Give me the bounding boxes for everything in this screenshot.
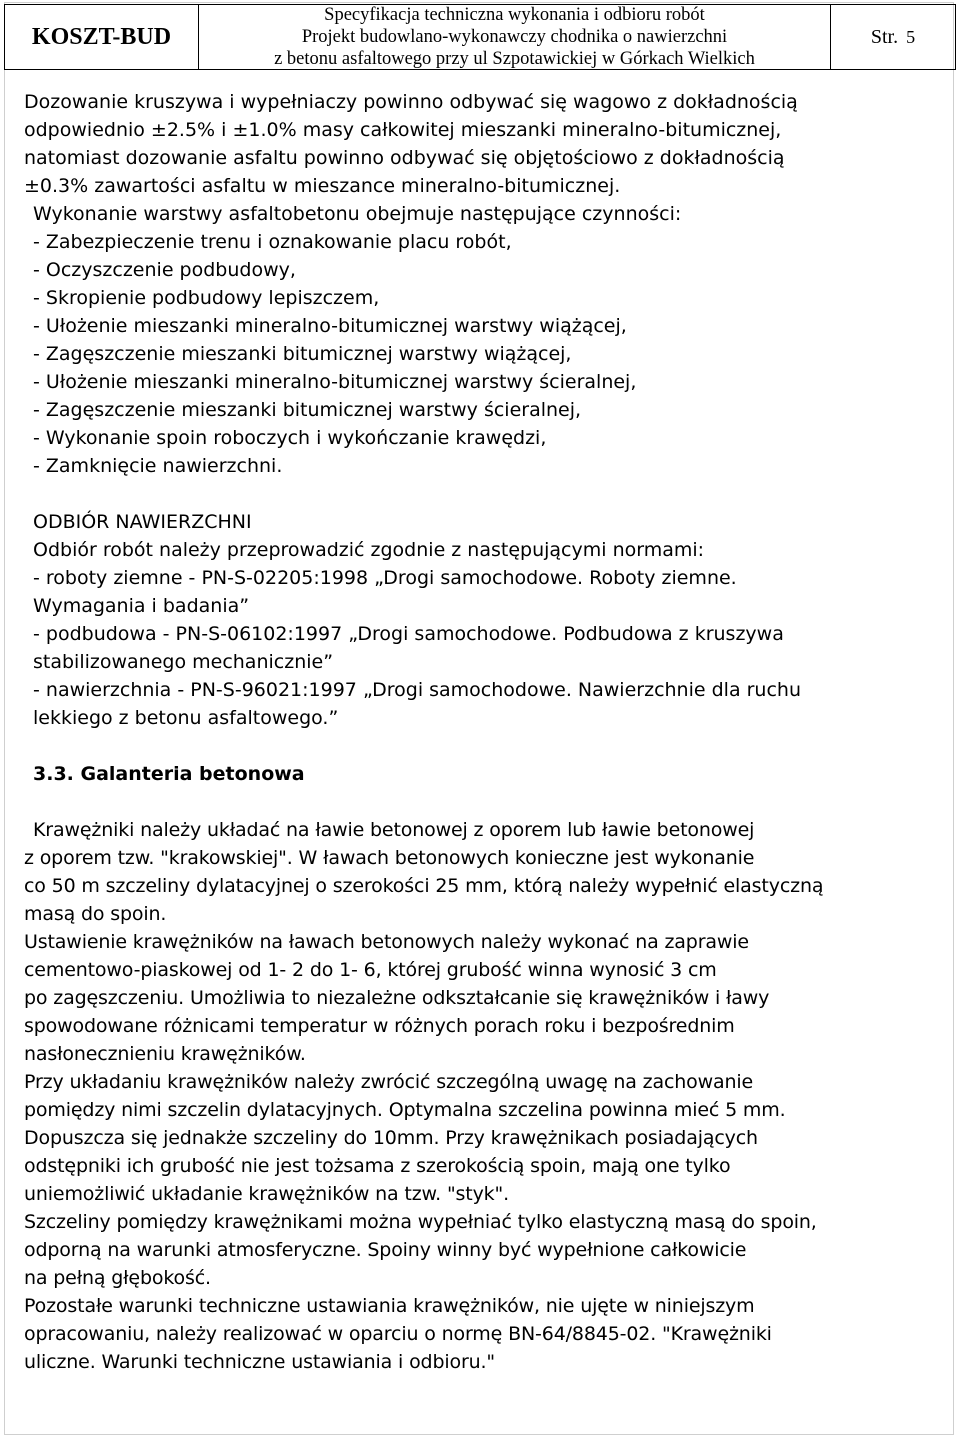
list-item: - Zabezpieczenie trenu i oznakowanie placu robót, — [33, 231, 512, 253]
paragraph-line: odporną na warunki atmosferyczne. Spoiny winny być wypełnione całkowicie — [24, 1239, 747, 1261]
paragraph-line: po zagęszczeniu. Umożliwia to niezależne odkształcanie się krawężników i ławy — [24, 987, 770, 1009]
paragraph-line: odstępniki ich grubość nie jest tożsama z szerokością spoin, mają one tylko — [24, 1155, 731, 1177]
paragraph-line: Ustawienie krawężników na ławach betonowych należy wykonać na zaprawie — [24, 931, 749, 953]
paragraph-line: na pełną głębokość. — [24, 1267, 211, 1289]
norm-line: - roboty ziemne - PN-S-02205:1998 „Drogi samochodowe. Roboty ziemne. — [33, 567, 737, 589]
paragraph-line: spowodowane różnicami temperatur w różnych porach roku i bezpośrednim — [24, 1015, 735, 1037]
paragraph-line: natomiast dozowanie asfaltu powinno odbywać się objętościowo z dokładnością — [24, 147, 785, 169]
paragraph-line: uniemożliwić układanie krawężników na tzw. "styk". — [24, 1183, 510, 1205]
norm-line: - nawierzchnia - PN-S-96021:1997 „Drogi samochodowe. Nawierzchnie dla ruchu — [33, 679, 802, 701]
paragraph-line: ±0.3% zawartości asfaltu w mieszance mineralno-bitumicznej. — [24, 175, 621, 197]
paragraph-line: co 50 m szczeliny dylatacyjnej o szerokości 25 mm, którą należy wypełnić elastyczną — [24, 875, 824, 897]
paragraph-line: opracowaniu, należy realizować w oparciu o normę BN-64/8845-02. "Krawężniki — [24, 1323, 772, 1345]
company-name: KOSZT-BUD — [5, 5, 199, 69]
paragraph-line: Odbiór robót należy przeprowadzić zgodnie z następującymi normami: — [33, 539, 705, 561]
list-item: - Ułożenie mieszanki mineralno-bitumicznej warstwy ścieralnej, — [33, 371, 637, 393]
list-item: - Ułożenie mieszanki mineralno-bitumicznej warstwy wiążącej, — [33, 315, 627, 337]
paragraph-line: Dozowanie kruszywa i wypełniaczy powinno odbywać się wagowo z dokładnością — [24, 91, 798, 113]
list-item: - Skropienie podbudowy lepiszczem, — [33, 287, 380, 309]
spacer — [24, 732, 949, 760]
page-number-box — [831, 5, 955, 69]
spacer — [24, 480, 949, 508]
norm-line: Wymagania i badania” — [33, 595, 250, 617]
page-label: Str. — [870, 25, 899, 48]
section-heading: ODBIÓR NAWIERZCHNI — [33, 511, 252, 533]
title-line: Projekt budowlano-wykonawczy chodnika o nawierzchni — [301, 27, 728, 47]
norm-line: - podbudowa - PN-S-06102:1997 „Drogi samochodowe. Podbudowa z kruszywa — [33, 623, 784, 645]
title-line: Specyfikacja techniczna wykonania i odbioru robót — [324, 5, 705, 25]
document-body — [24, 88, 949, 1376]
paragraph-line: Krawężniki należy układać na ławie betonowej z oporem lub ławie betonowej — [33, 819, 755, 841]
norm-line: lekkiego z betonu asfaltowego.” — [33, 707, 339, 729]
paragraph-line: Przy układaniu krawężników należy zwrócić szczególną uwagę na zachowanie — [24, 1071, 754, 1093]
paragraph-line: pomiędzy nimi szczelin dylatacyjnych. Optymalna szczelina powinna mieć 5 mm. — [24, 1099, 786, 1121]
paragraph-line: nasłonecznieniu krawężników. — [24, 1043, 306, 1065]
norm-line: stabilizowanego mechanicznie” — [33, 651, 334, 673]
paragraph-line: Pozostałe warunki techniczne ustawiania krawężników, nie ujęte w niniejszym — [24, 1295, 755, 1317]
spacer — [24, 788, 949, 816]
list-intro: Wykonanie warstwy asfaltobetonu obejmuje następujące czynności: — [33, 203, 682, 225]
list-item: - Zamknięcie nawierzchni. — [33, 455, 283, 477]
title-line: z betonu asfaltowego przy ul Szpotawickiej w Górkach Wielkich — [274, 49, 755, 69]
page-number: 5 — [906, 26, 916, 47]
page-header — [4, 4, 956, 70]
paragraph-line: uliczne. Warunki techniczne ustawiania i odbioru." — [24, 1351, 495, 1373]
list-item: - Wykonanie spoin roboczych i wykończanie krawędzi, — [33, 427, 547, 449]
section-title: 3.3. Galanteria betonowa — [33, 763, 305, 785]
document-title — [199, 5, 831, 69]
paragraph-line: z oporem tzw. "krakowskiej". W ławach betonowych konieczne jest wykonanie — [24, 847, 755, 869]
galanteria-text — [24, 816, 949, 1376]
paragraph-line: masą do spoin. — [24, 903, 167, 925]
list-item: - Zagęszczenie mieszanki bitumicznej warstwy wiążącej, — [33, 343, 572, 365]
paragraph-line: cementowo-piaskowej od 1- 2 do 1- 6, której grubość winna wynosić 3 cm — [24, 959, 717, 981]
paragraph-line: Dopuszcza się jednakże szczeliny do 10mm. Przy krawężnikach posiadających — [24, 1127, 758, 1149]
list-item: - Oczyszczenie podbudowy, — [33, 259, 296, 281]
list-item: - Zagęszczenie mieszanki bitumicznej warstwy ścieralnej, — [33, 399, 582, 421]
paragraph-line: Szczeliny pomiędzy krawężnikami można wypełniać tylko elastyczną masą do spoin, — [24, 1211, 817, 1233]
paragraph-line: odpowiednio ±2.5% i ±1.0% masy całkowitej mieszanki mineralno-bitumicznej, — [24, 119, 782, 141]
